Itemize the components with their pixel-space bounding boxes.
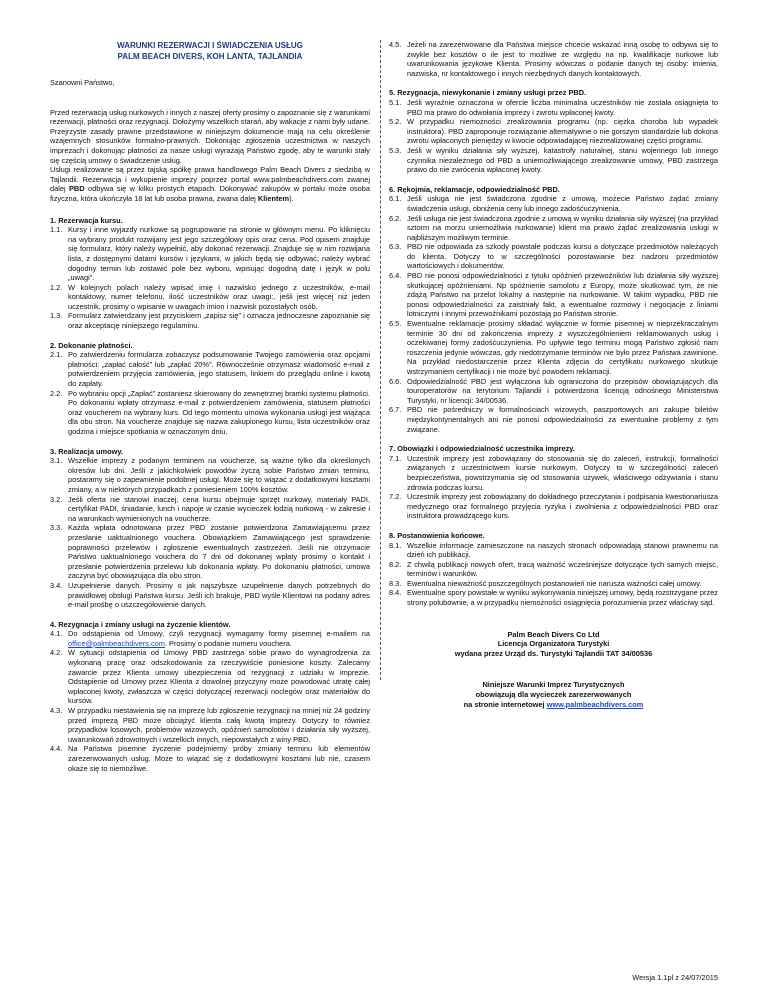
clause-text: Jeśli usługa nie jest świadczona zgodnie z umową, możecie Państwo żądać zmiany świadczenia usługi, obniżenia ceny lub innego zadośćuczynienia. <box>407 194 718 213</box>
clause-number: 1.2. <box>50 282 63 292</box>
clause-number: 3.3. <box>50 523 63 533</box>
clause-6-6 <box>389 377 718 406</box>
clause-8-1 <box>389 541 718 560</box>
clause-6-5 <box>389 319 718 377</box>
clause-text: Uzupełnienie danych. Prosimy o jak najszybsze uzupełnienie danych potrzebnych do prawidłowej obsługi Państwa kursu. Jeśli ich brakuje, PBD wyśle Klientowi na podany adres e-mail prośbę o uszczegółowienie danych. <box>68 580 370 610</box>
clause-4-2 <box>50 648 370 706</box>
section-7 <box>389 444 718 521</box>
clause-text: Każda wpłata odnotowana przez PBD zostanie potwierdzona Zamawiającemu przez przesłanie uaktualnionego vouchera. Obowiązkiem Zamawiającego jest sprawdzenie poprawności przelewów i zgłoszenie ewentualnych zastrzeżeń. Jeśli nie otrzymacie Państwo uaktualnionego vouchera do 7 dni od dokonanej wpłaty prosimy o kontakt i przesłanie potwierdzenia przelewu lub dokonania wpłaty. Po dokonaniu płatności, umowa zaczyna być obowiązująca dla obu stron. <box>68 523 370 581</box>
clause-8-2 <box>389 560 718 579</box>
clause-text: Jeżeli na zarezerwowane dla Państwa miejsce chcecie wskazać inną osobę to odbywa się to zwykle bez kosztów o ile jest to możliwe ze względu na np. kwalifikacje nurkowe lub uwarunkowania językowe Klienta. Prosimy wówczas o podanie danych tej osoby: imienia, nazwiska, nr kontaktowego i innych niezbędnych danych kontaktowych. <box>407 40 718 78</box>
clause-6-3 <box>389 242 718 271</box>
clause-3-3 <box>50 523 370 581</box>
document-title <box>50 40 370 62</box>
clause-text: Formularz zatwierdzany jest przyciskiem „zapisz się” i oznacza jednoczesne zapoznanie się oraz akceptację niniejszego regulaminu. <box>68 311 370 331</box>
section-heading: 4. Rezygnacja i zmiany usługi na życzenie klientów. <box>50 619 231 629</box>
title-line-1: WARUNKI REZERWACJI I ŚWIADCZENIA USŁUG <box>117 41 303 50</box>
closing-line-1: Niniejsze Warunki Imprez Turystycznych <box>482 680 625 690</box>
clause-8-3 <box>389 579 718 589</box>
left-sections <box>50 216 370 774</box>
clause-3-4 <box>50 581 370 610</box>
clause-2-2 <box>50 389 370 437</box>
clause-6-4 <box>389 271 718 319</box>
clause-number: 2.1. <box>50 350 63 360</box>
clause-text: Jeśli w wyniku działania siły wyższej, katastrofy naturalnej, stanu wojennego lub innego czynnika niezależnego od PBD a uniemożliwiającego zrealizowanie umowy, PBD zastrzega prawo do nie zwrócenia wpłaconej kwoty. <box>407 145 718 175</box>
clause-6-7 <box>389 405 718 434</box>
clause-text: Po zatwierdzeniu formularza zobaczysz podsumowanie Twojego zamówienia oraz opcjami płatności: „zapłać całość” lub „zapłać 20%”. Równocześnie otrzymasz wiadomość e-mail z potwierdzeniem przyjęcia zamówienia, jego statusem, linkiem do przeglądu online i kwotą do zapłaty. <box>68 350 370 389</box>
clause-number: 4.2. <box>50 648 63 658</box>
clause-number: 6.6. <box>389 376 402 386</box>
clause-5-2 <box>389 117 718 146</box>
company-license: Licencja Organizatora Turystyki <box>497 639 610 649</box>
section-6 <box>389 185 718 434</box>
clause-text: W przypadku niemożności zrealizowania programu (np. ciężka choroba lub wypadek instruktora). PBD zaproponuje rozwiązanie alternatywne o nie gorszym standardzie lub dokona zwrotu wpłaconych pieniędzy w kwocie odpowiadającej niezrealizowanej części programu. <box>407 117 718 146</box>
clause-text: Jeśli wyraźnie oznaczona w ofercie liczba minimalna uczestników nie została osiągnięta to PBD ma prawo do odwołania imprezy i zwrotu wpłaconej kwoty. <box>407 97 718 117</box>
closing-line-2: obowiązują dla wycieczek zarezerwowanych <box>475 690 632 700</box>
clause-2-1 <box>50 350 370 388</box>
clause-text: Kursy i inne wyjazdy nurkowe są pogrupowane na stronie w głównym menu. Po kliknięciu na wybrany produkt rozwijany jest jego szczegółowy opis oraz cena. Pod opisem znajduje się formularz, który należy wypełnić, aby dokonać rezerwacji. Znajduje się w nim rozwijana lista, z dostępnymi datami kursów i językami, w jakich będą się odbywać; należy wybrać dogodny termin lub zostawić pole bez wyboru, wpisując dogodną datę i język w polu „uwagi”. <box>68 225 370 283</box>
greeting: Szanowni Państwo, <box>50 78 115 87</box>
right-column <box>389 40 718 709</box>
section-heading: 3. Realizacja umowy. <box>50 446 123 456</box>
clause-number: 8.3. <box>389 578 402 588</box>
clause-number: 3.1. <box>50 456 63 466</box>
section-heading: 7. Obowiązki i odpowiedzialność uczestnika imprezy. <box>389 444 575 454</box>
clause-text: Jeśli usługa nie jest świadczona zgodnie z umową w wyniku działania siły wyższej (na przykład sztorm na morzu uniemożliwia nurkowanie) klient ma prawo żądać zrealizowania usługi w najbliższym możliwym terminie. <box>407 213 718 242</box>
clause-text: Odpowiedzialność PBD jest wyłączona lub ograniczona do przepisów obowiązujących dla touroperatorów na terytorium Tajlandii i potwierdzona licencją odnośnego Ministerstwa Turystyki, nr licencji: 34/00536. <box>407 376 718 405</box>
clause-number: 8.2. <box>389 559 402 569</box>
company-block <box>389 630 718 659</box>
closing-text: na stronie internetowej <box>463 699 547 709</box>
section-heading: 2. Dokonanie płatności. <box>50 340 133 350</box>
clause-number: 6.4. <box>389 271 402 281</box>
clause-text: W przypadku niestawienia się na imprezę lub zgłoszenie rezygnacji na mniej niż 24 godziny przed imprezą PBD może obciążyć klienta całą kwotą imprezy. Dotyczy to również przypadków losowych, problemów wizowych, opóźnień samolotów i działania siły wyższej, uwarunkowań zdrowotnych i wszelkich innych, niepowstałych z winy PBD. <box>68 706 370 744</box>
clause-number: 1.1. <box>50 225 63 235</box>
clause-number: 4.1. <box>50 629 63 639</box>
clause-7-2 <box>389 492 718 521</box>
clause-6-2 <box>389 214 718 243</box>
section-1 <box>50 216 370 331</box>
clause-number: 6.2. <box>389 213 402 223</box>
section-8 <box>389 531 718 608</box>
section-heading: 8. Postanowienia końcowe. <box>389 530 485 540</box>
clause-number: 6.1. <box>389 194 402 204</box>
website-link[interactable]: www.palmbeachdivers.com <box>546 699 644 709</box>
section-heading: 1. Rezerwacja kursu. <box>50 215 123 225</box>
clause-number: 6.7. <box>389 405 402 415</box>
clause-text: Ewentualne reklamacje prosimy składać wyłącznie w formie pisemnej w nieprzekraczalnym terminie 30 dni od zakończenia imprezy z wyszczególnieniem reklamowanych usług i oczekiwanej formy zadośćuczynienia. Po upływie tego terminu mogą Państwo zgłosić nam roszczenia jedynie wówczas, gdy niedotrzymanie terminów nie było przez Państwa zawinione. Na przykład niedostarczenie przez Klienta zdjęcia do certyfikatu nurkowego skutkuje wstrzymaniem certyfikacji i nie może być powodem reklamacji. <box>407 319 718 376</box>
clause-4-5 <box>389 40 718 78</box>
clause-1-2 <box>50 283 370 312</box>
clause-text: Ewentualna nieważność poszczególnych postanowień nie narusza ważności całej umowy. <box>407 578 702 588</box>
email-link[interactable]: office@palmbeachdivers.com <box>68 638 165 648</box>
clause-text: Po wybraniu opcji „Zapłać” zostaniesz skierowany do zewnętrznej bramki systemu płatności. Po dokonaniu wpłaty otrzymasz e-mail z potwierdzeniem zamówienia, statusem płatności oraz voucherem na wybrany kurs. Od tego momentu umowa wykonania usługi jest wiążąca dla obu stron. Na voucherze znajduje się nazwa zakupionego kursu, lista uczestników oraz godzina i miejsce spotkania w oznaczonym dniu. <box>68 388 370 436</box>
right-sections <box>389 88 718 607</box>
clause-number: 8.1. <box>389 540 402 550</box>
intro-paragraph-2: Usługi realizowane są przez tajską spółkę prawa handlowego Palm Beach Divers z siedzibą w Tajlandii. Rezerwacja i wykupienie imprezy poprzez portal www.palmbeachdivers.com zwanej dalej PBD odbywa się w kilku prostych etapach. Dokonywać zakupów w portalu może osoba fizyczna, która ukończyła 18 lat lub osoba prawna, zwana dalej Klientem). <box>50 165 371 203</box>
clause-number: 2.2. <box>50 388 63 398</box>
clause-text: PBD nie odpowiada za szkody powstałe podczas kursu a dotyczące przedmiotów należących do klienta. Dotyczy to w szczególności pozostawianie bez nadzoru przedmiotów wartościowych i dokumentów. <box>407 242 718 271</box>
version-footer: Wersja 1.1pl z 24/07/2015 <box>632 973 718 982</box>
clause-number: 4.3. <box>50 706 63 716</box>
column-divider <box>380 40 382 680</box>
clause-number: 7.2. <box>389 492 402 502</box>
clause-3-1 <box>50 456 370 494</box>
clause-text: Do odstąpienia od Umowy, czyli rezygnacji wymagamy formy pisemnej e-mailem na office@palmbeachdivers.com. Prosimy o podanie numeru vouchera. <box>68 629 370 648</box>
clause-1-3 <box>50 311 370 330</box>
clause-4-4 <box>50 744 370 773</box>
clause-5-1 <box>389 98 718 117</box>
clause-text: Na Państwa pisemne życzenie podejmiemy próby zmiany terminu lub elementów zarezerwowanych usług. Może to wiązać się z dodatkowymi kosztami lub nie, czasem okaże się to niemożliwe. <box>68 744 370 773</box>
clause-7-1 <box>389 454 718 492</box>
clause-number: 3.2. <box>50 494 63 504</box>
intro-paragraph-1: Przed rezerwacją usług nurkowych i innych z naszej oferty prosimy o zapoznanie się z warunkami rezerwacji, płatności oraz rezygnacji. Dołożymy wszelkich starań, aby wakacje z nami były udane. Przejrzyste zasady prawne przedstawione w niniejszym dokumencie mają na celu określenie wzajemnych stosunków formalno-prawnych. Dokonując zgłoszenia uczestnictwa w naszych imprezach i dokonując płatności za nasze usługi wyrażają Państwo zgodę, aby te warunki stały się częścią umowy o świadczenie usług. <box>50 107 370 165</box>
clause-number: 1.3. <box>50 311 63 321</box>
clause-text: W kolejnych polach należy wpisać imię i nazwisko jednego z uczestników, e-mail kontaktowy, numer telefonu, ilość uczestników oraz uwagi:, jeśli jest więcej niż jeden uczestnik, prosimy o wpisanie w uwagach imion i nazwisk pozostałych osób. <box>68 282 370 311</box>
clause-text: Uczestnik imprezy jest zobowiązany do dokładnego przeczytania i podpisania kwestionariusza medycznego oraz formalnego przyjęcia ryzyka i zwolnienia z odpowiedzialności PBD oraz instruktora prowadzącego kurs. <box>407 492 718 521</box>
clause-number: 7.1. <box>389 453 402 463</box>
section-heading: 5. Rezygnacja, niewykonanie i zmiany usługi przez PBD. <box>389 88 587 98</box>
closing-line-3 <box>389 700 718 710</box>
clause-number: 4.5. <box>389 40 402 49</box>
clause-4-3 <box>50 706 370 744</box>
section-heading: 6. Rękojmia, reklamacje, odpowiedzialność PBD. <box>389 184 560 194</box>
clause-text: Uczestnik imprezy jest zobowiązany do stosowania się do zaleceń, instrukcji, formalności związanych z uczestnictwem kursie nurkowym. Dotyczy to w szczególności zaleceń bezpieczeństwa, powstrzymania się od stosowania używek, właściwego odżywiania i stanu zdrowia podczas kursu. <box>407 453 718 492</box>
company-license-issuer: wydana przez Urząd ds. Turystyki Tajlandii TAT 34/00536 <box>454 648 653 658</box>
clause-text: Ewentualne spory powstałe w wyniku wykonywania niniejszej umowy, będą rozstrzygane przez strony polubownie, a w przypadku niemożności osiągnięcia porozumienia przez właściwy sąd. <box>407 588 718 608</box>
clause-4-1 <box>50 629 370 648</box>
clause-text: PBD nie pośredniczy w formalnościach wizowych, paszportowych ani zakupie biletów międzykontynentalnych ani nie ponosi odpowiedzialności za ewentualne problemy z tym związane. <box>407 405 718 434</box>
left-column <box>50 40 370 783</box>
title-line-2: PALM BEACH DIVERS, KOH LANTA, TAJLANDIA <box>117 52 303 61</box>
company-name: Palm Beach Divers Co Ltd <box>507 629 600 639</box>
section-2 <box>50 341 370 437</box>
closing-block <box>389 680 718 709</box>
section-4 <box>50 620 370 774</box>
clause-number: 4.4. <box>50 744 63 754</box>
clause-number: 5.3. <box>389 145 402 155</box>
clause-number: 3.4. <box>50 580 63 590</box>
clause-number: 6.5. <box>389 319 402 329</box>
clause-text: Jeśli oferta nie stanowi inaczej, cena kursu obejmuje sprzęt nurkowy, materiały PADI, certyfikat PADI, śniadanie, lunch i napoje w czasie wycieczek łodzią nurkową - w zakresie i na warunkach wymienionych na voucherze. <box>68 494 370 523</box>
clause-5-3 <box>389 146 718 175</box>
clause-text: Wszelkie informacje zamieszczone na naszych stronach odpowiadają stanowi prawnemu na dzień ich publikacji. <box>407 540 718 560</box>
clause-number: 5.2. <box>389 117 402 127</box>
clause-number: 8.4. <box>389 588 402 598</box>
clause-1-1 <box>50 225 370 283</box>
clause-6-1 <box>389 194 718 213</box>
clause-number: 6.3. <box>389 242 402 252</box>
clause-text: W sytuacji odstąpienia od Umowy PBD zastrzega sobie prawo do wynagrodzenia za wykonaną pracę oraz odszkodowania za rzeczywiście poniesione koszty. Zalecamy zawarcie przez Klienta umowy ubezpieczenia od rezygnacji z udziału w imprezie. Odstąpienie od Umowy przez Klienta z dowolnej przyczyny może powodować utratę całej wpłaconej kwoty, zwłaszcza w części dotyczącej rezerwacji noclegów oraz materiałów do kursów. <box>68 648 370 706</box>
clause-number: 5.1. <box>389 97 402 107</box>
clause-text: PBD nie ponosi odpowiedzialności z tytułu opóźnień przewoźników lub działania siły wyższej skutkującej opóźnieniami. Np spóźnienie samolotu z Europy, może skutkować tym, że nie zdążą Państwo na przelot lokalny a następnie na nurkowanie. W takim wypadku, PBD nie ponosi odpowiedzialności za zaistniały fakt, a ewentualne rozmowy i negocjacje z liniami lotniczymi i innymi przewoźnikami pozostają po Państwa stronie. <box>407 271 718 319</box>
section-3 <box>50 447 370 610</box>
clause-text: Wszelkie imprezy z podanym terminem na voucherze, są ważne tylko dla określonych okresów lub dni. Jeśli z jakichkolwiek powodów życzą sobie Państwo zmian terminu, postaramy się o zapewnienie podobnej usługi. Może się to wiązać z dodatkowymi kosztami zmiany, a w niektórych przypadkach z poniesieniem 100% kosztów. <box>68 456 370 494</box>
clause-text: Z chwilą publikacji nowych ofert, tracą ważność wcześniejsze dotyczące tych samych miejsc, terminów i warunków. <box>407 559 718 579</box>
section-5 <box>389 88 718 174</box>
clause-8-4 <box>389 588 718 607</box>
clause-3-2 <box>50 495 370 524</box>
